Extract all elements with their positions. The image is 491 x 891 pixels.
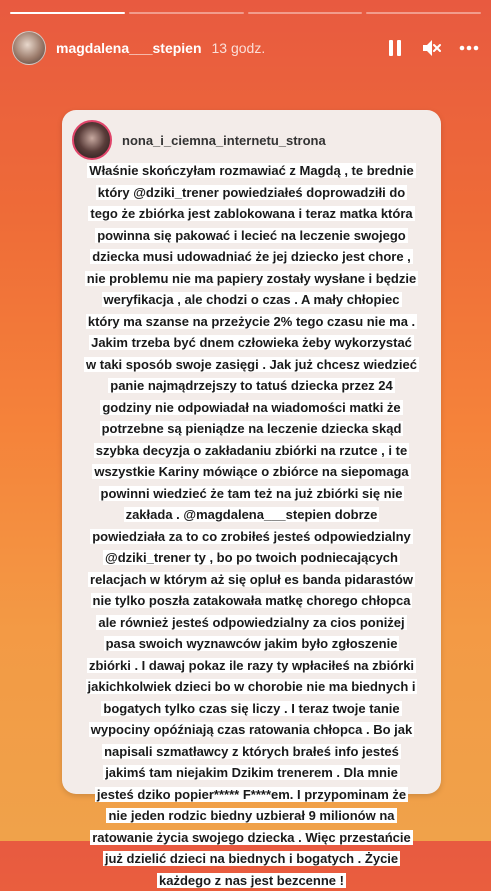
story-text-line-content: powiedziała za to co zrobiłeś jesteś odpowiedzialny	[90, 529, 413, 544]
story-text-line-content: zbiórki . I dawaj pokaz ile razy ty wpłaciłeś na zbiórki	[87, 658, 416, 673]
story-text-line-content: jesteś dziko popier***** F****em. I przypominam że	[95, 787, 408, 802]
story-text-line	[68, 289, 435, 311]
story-text-line-content: @dziki_trener ty , bo po twoich podniecających	[103, 550, 400, 565]
story-text-line	[68, 590, 435, 612]
avatar[interactable]	[12, 31, 46, 65]
story-text-line	[68, 719, 435, 741]
shared-story-avatar[interactable]	[72, 120, 112, 160]
progress-segment	[129, 12, 244, 14]
story-text-line	[68, 203, 435, 225]
shared-story-header	[72, 120, 431, 160]
story-text-line	[68, 440, 435, 462]
story-text-block	[68, 160, 435, 891]
story-text-line	[68, 676, 435, 698]
story-text-line-content: bogatych tylko czas się liczy . I teraz twoje tanie	[101, 701, 401, 716]
mute-icon[interactable]	[421, 39, 441, 57]
story-text-line-content: tego że zbiórka jest zablokowana i teraz matka która	[88, 206, 414, 221]
story-text-line-content: który @dziki_trener powiedziałeś doprowadziłi do	[96, 185, 407, 200]
timestamp: 13 godz.	[212, 40, 266, 56]
story-text-line-content: weryfikacja , ale chodzi o czas . A mały chłopiec	[102, 292, 402, 307]
story-text-line	[68, 225, 435, 247]
story-text-line-content: godziny nie odpowiadał na wiadomości matki że	[100, 400, 402, 415]
story-text-line	[68, 741, 435, 763]
more-options-icon[interactable]	[459, 45, 479, 51]
story-text-line-content: jakichkolwiek dzieci bo w chorobie nie ma biednych i	[86, 679, 418, 694]
story-text-line	[68, 354, 435, 376]
story-text-line-content: jakimś tam niejakim Dzikim trenerem . Dla mnie	[103, 765, 400, 780]
progress-segment	[366, 12, 481, 14]
story-text-line	[68, 332, 435, 354]
story-text-line	[68, 418, 435, 440]
story-text-line-content: szybka decyzja o zakładaniu zbiórki na rzutce , i te	[94, 443, 409, 458]
story-text-line-content: nie tylko poszła zatakowała matkę chorego chłopca	[91, 593, 413, 608]
story-controls	[387, 39, 479, 57]
progress-segment	[248, 12, 363, 14]
story-text-line-content: wypociny opóźniają czas ratowania chłopca . Bo jak	[89, 722, 414, 737]
story-text-line-content: nie problemu nie ma papiery zostały wysłane i będzie	[85, 271, 418, 286]
story-text-line-content: ratowanie życia swojego dziecka . Więc przestańcie	[90, 830, 413, 845]
story-text-line	[68, 569, 435, 591]
story-text-line-content: powinni wiedzieć że tam też na już zbiórki się nie	[99, 486, 405, 501]
story-text-line-content: ale również jesteś odpowiedzialny za cios poniżej	[96, 615, 406, 630]
story-text-line	[68, 827, 435, 849]
story-text-line	[68, 504, 435, 526]
story-text-line-content: Jakim trzeba być dnem człowieka żeby wykorzystać	[89, 335, 414, 350]
shared-story-card	[62, 110, 441, 794]
story-text-line	[68, 483, 435, 505]
story-text-line	[68, 461, 435, 483]
story-text-line-content: panie najmądrzejszy to tatuś dziecka przez 24	[108, 378, 395, 393]
story-text-line	[68, 633, 435, 655]
story-text-line	[68, 547, 435, 569]
story-text-line-content: relacjach w którym aż się opluł es banda pidarastów	[88, 572, 415, 587]
pause-icon[interactable]	[387, 39, 403, 57]
story-progress-bar	[10, 12, 481, 14]
story-text-line	[68, 246, 435, 268]
story-text-line-content: który ma szanse na przeżycie 2% tego czasu nie ma .	[86, 314, 417, 329]
progress-segment	[10, 12, 125, 14]
story-text-line-content: wszystkie Kariny mówiące o zbiórce na siepomaga	[92, 464, 410, 479]
story-text-line-content: powinna się pakować i lecieć na leczenie swojego	[95, 228, 408, 243]
story-text-line	[68, 848, 435, 870]
story-text-line	[68, 698, 435, 720]
story-text-line-content: każdego z nas jest bezcenne !	[157, 873, 346, 888]
story-text-line-content: dziecka musi udowadniać że jej dziecko jest chore ,	[90, 249, 413, 264]
story-text-line	[68, 311, 435, 333]
story-text-line	[68, 397, 435, 419]
story-text-line-content: pasa swoich wyznawców jakim było zgłoszenie	[104, 636, 400, 651]
story-text-line-content: zakłada . @magdalena___stepien dobrze	[124, 507, 380, 522]
story-text-line	[68, 526, 435, 548]
story-text-line-content: Właśnie skończyłam rozmawiać z Magdą , te brednie	[87, 163, 415, 178]
story-text-line-content: napisali szmatławcy z których brałeś info jesteś	[102, 744, 401, 759]
shared-story-username[interactable]: nona_i_ciemna_internetu_strona	[122, 133, 326, 148]
story-text-line-content: nie jeden rodzic biedny uzbierał 9 milionów na	[106, 808, 396, 823]
story-header	[12, 30, 479, 66]
story-text-line-content: w taki sposób swoje zasięgi . Jak już chcesz wiedzieć	[84, 357, 419, 372]
story-text-line	[68, 805, 435, 827]
story-text-line	[68, 870, 435, 891]
story-text-line	[68, 655, 435, 677]
username[interactable]: magdalena___stepien	[56, 40, 202, 56]
story-text-line	[68, 182, 435, 204]
story-text-line	[68, 268, 435, 290]
story-text-line	[68, 762, 435, 784]
story-text-line-content: już dzielić dzieci na biednych i bogatych . Życie	[103, 851, 400, 866]
story-text-line	[68, 375, 435, 397]
story-text-line	[68, 784, 435, 806]
story-text-line-content: potrzebne są pieniądze na leczenie dziecka skąd	[100, 421, 404, 436]
story-text-line	[68, 612, 435, 634]
story-text-line	[68, 160, 435, 182]
